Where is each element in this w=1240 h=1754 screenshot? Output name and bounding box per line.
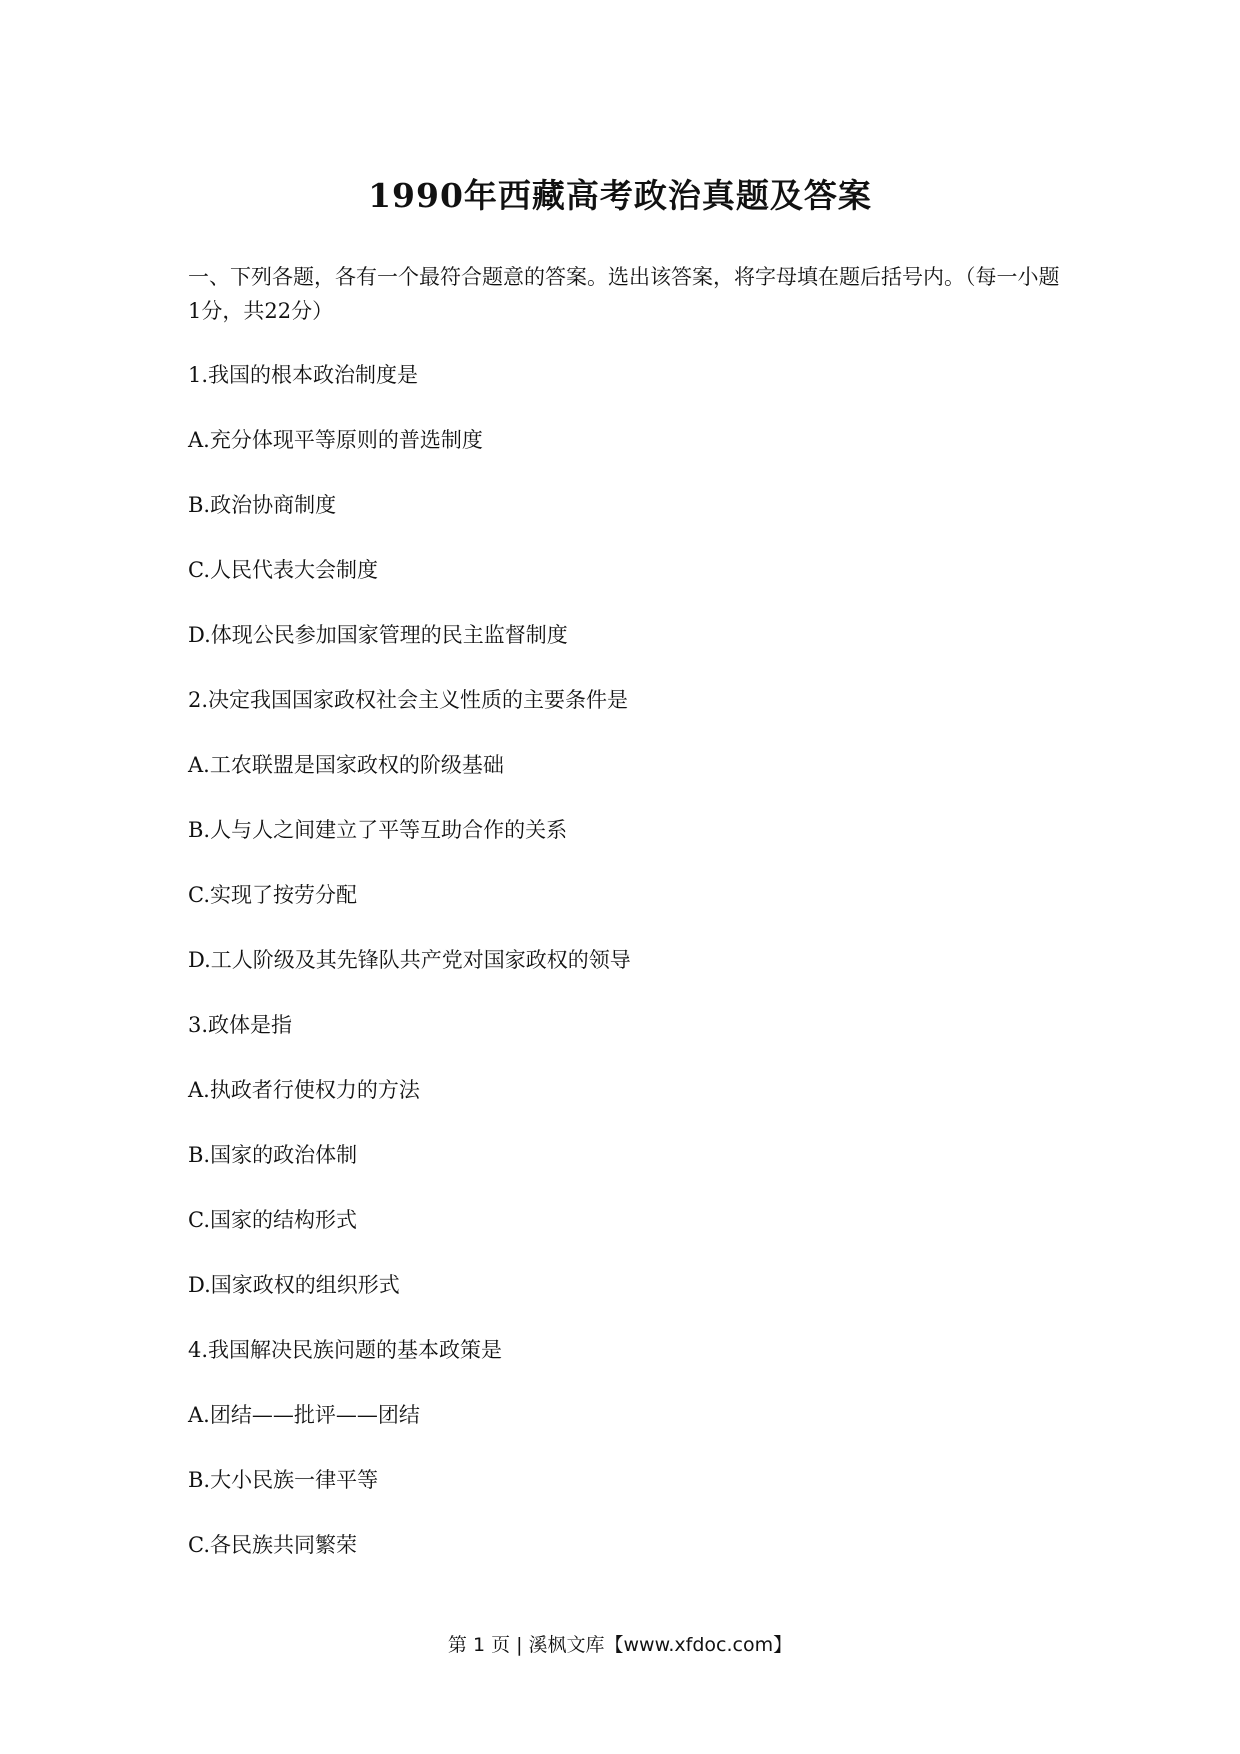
answer-option: C.国家的结构形式 [188, 1208, 357, 1232]
question-stem: 1.我国的根本政治制度是 [188, 363, 419, 387]
page-number: 第 1 页 [447, 1634, 511, 1656]
question-stem: 3.政体是指 [188, 1013, 293, 1037]
page-title: 1990年西藏高考政治真题及答案 [368, 176, 872, 215]
answer-option: B.政治协商制度 [188, 493, 337, 517]
answer-option: A.团结——批评——团结 [188, 1403, 420, 1427]
question-stem: 2.决定我国国家政权社会主义性质的主要条件是 [188, 688, 629, 712]
footer-source: 溪枫文库【www.xfdoc.com】 [528, 1634, 793, 1656]
answer-option: B.国家的政治体制 [188, 1143, 358, 1167]
answer-option: C.实现了按劳分配 [188, 883, 357, 907]
section-instruction: 一、下列各题，各有一个最符合题意的答案。选出该答案，将字母填在题后括号内。（每一小题1分，共22分） [188, 265, 1060, 323]
answer-option: A.充分体现平等原则的普选制度 [188, 428, 483, 452]
answer-option: A.执政者行使权力的方法 [188, 1078, 420, 1102]
answer-option: A.工农联盟是国家政权的阶级基础 [188, 753, 504, 777]
document-body [188, 260, 1068, 1593]
answer-option: B.人与人之间建立了平等互助合作的关系 [188, 818, 568, 842]
answer-option: C.人民代表大会制度 [188, 558, 378, 582]
answer-option: B.大小民族一律平等 [188, 1468, 379, 1492]
page-footer [0, 1630, 1240, 1657]
footer-separator: | [516, 1634, 523, 1656]
question-list [188, 358, 1068, 1593]
answer-option: D.体现公民参加国家管理的民主监督制度 [188, 623, 568, 647]
answer-option: C.各民族共同繁荣 [188, 1533, 357, 1557]
answer-option: D.工人阶级及其先锋队共产党对国家政权的领导 [188, 948, 631, 972]
answer-option: D.国家政权的组织形式 [188, 1273, 400, 1297]
question-stem: 4.我国解决民族问题的基本政策是 [188, 1338, 503, 1362]
